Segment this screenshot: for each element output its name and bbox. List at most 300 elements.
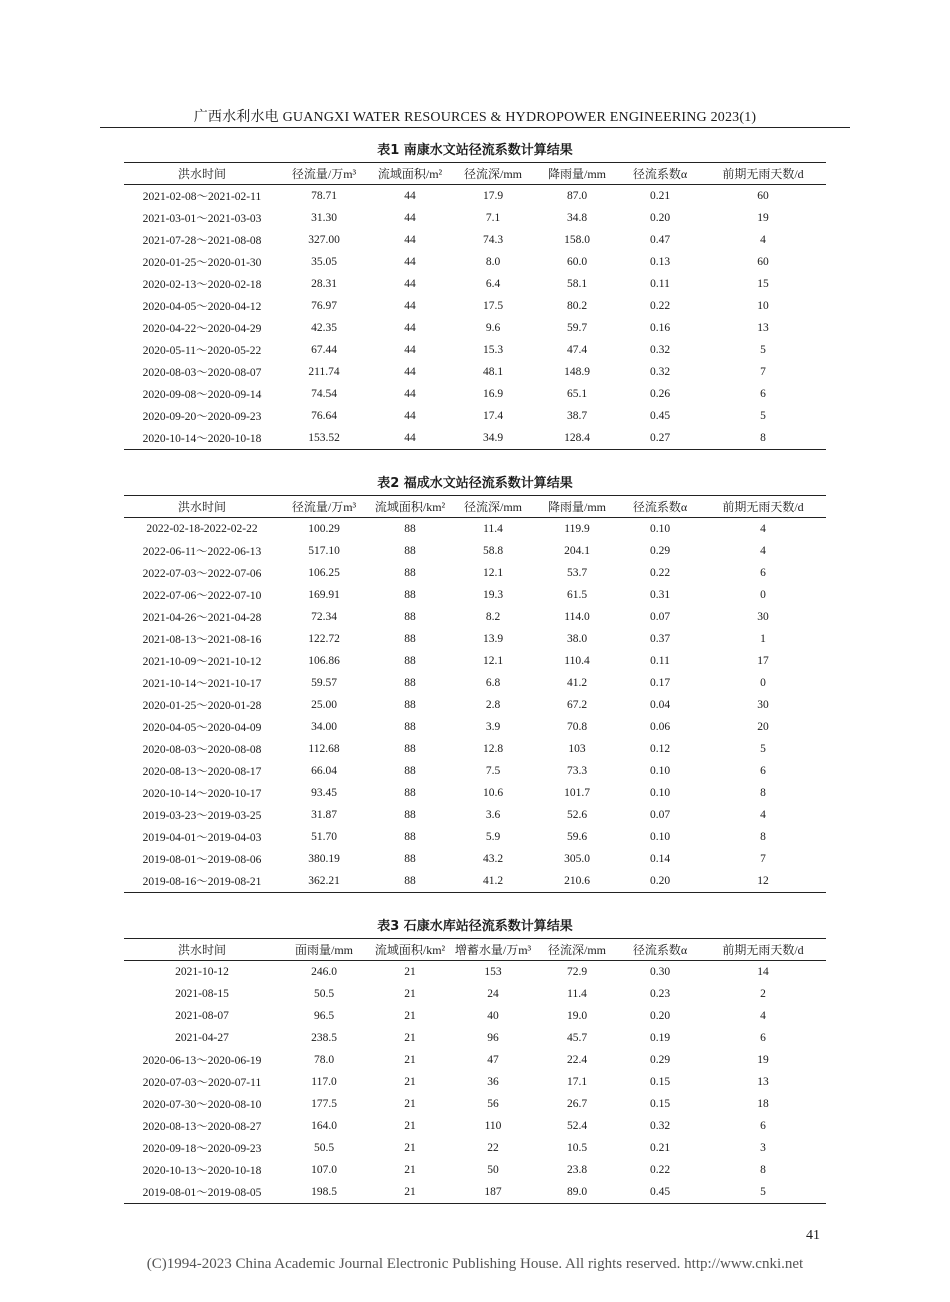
table-cell: 211.74 bbox=[308, 366, 340, 378]
table-cell: 0.31 bbox=[649, 589, 671, 601]
table-cell: 35.05 bbox=[311, 256, 337, 268]
table-cell: 1 bbox=[760, 633, 766, 645]
table-cell: 72.34 bbox=[311, 611, 337, 623]
table-cell: 204.1 bbox=[564, 545, 590, 557]
table-cell: 60 bbox=[757, 256, 769, 268]
table-row bbox=[124, 207, 826, 229]
table-fucheng bbox=[124, 473, 826, 893]
table-cell: 5 bbox=[760, 743, 766, 755]
table-cell: 114.0 bbox=[564, 611, 590, 623]
table-cell: 2021-07-28～2021-08-08 bbox=[142, 235, 262, 247]
table-cell: 15.3 bbox=[482, 344, 504, 356]
table-cell: 44 bbox=[404, 432, 416, 444]
table-row bbox=[124, 650, 826, 672]
table-cell: 59.7 bbox=[566, 322, 588, 334]
table-cell: 30 bbox=[757, 611, 769, 623]
table-cell: 23.8 bbox=[566, 1164, 588, 1176]
table-cell: 93.45 bbox=[311, 787, 337, 799]
table-cell: 177.5 bbox=[311, 1098, 337, 1110]
table-cell: 88 bbox=[404, 633, 416, 645]
table-cell: 76.64 bbox=[311, 410, 337, 422]
table-row bbox=[124, 1005, 826, 1027]
table-cell: 0.11 bbox=[650, 655, 670, 667]
table-cell: 4 bbox=[760, 1010, 766, 1022]
column-header: 洪水时间 bbox=[177, 167, 226, 181]
page-number: 41 bbox=[806, 1228, 820, 1243]
table-row bbox=[124, 716, 826, 738]
table-cell: 2019-08-01～2019-08-06 bbox=[142, 854, 262, 866]
table-cell: 21 bbox=[404, 1010, 416, 1022]
table-cell: 3 bbox=[760, 1142, 766, 1154]
table-cell: 2020-06-13～2020-06-19 bbox=[142, 1055, 262, 1067]
table-row bbox=[124, 694, 826, 716]
table-cell: 2020-08-03～2020-08-07 bbox=[142, 367, 262, 379]
data-table bbox=[124, 938, 826, 1204]
table-cell: 2020-01-25～2020-01-30 bbox=[142, 257, 262, 269]
table-cell: 2019-03-23～2019-03-25 bbox=[142, 810, 262, 822]
table-cell: 17.4 bbox=[482, 410, 504, 422]
table-cell: 45.7 bbox=[566, 1032, 588, 1044]
table-cell: 88 bbox=[404, 875, 416, 887]
column-header: 降雨量/mm bbox=[547, 500, 606, 514]
table-cell: 6.4 bbox=[485, 278, 501, 290]
table-cell: 5 bbox=[760, 344, 766, 356]
table-cell: 2020-08-13～2020-08-17 bbox=[142, 766, 262, 778]
table-cell: 26.7 bbox=[566, 1098, 588, 1110]
table-cell: 44 bbox=[404, 366, 416, 378]
table-cell: 73.3 bbox=[566, 765, 588, 777]
table-row bbox=[124, 185, 826, 208]
table-cell: 0.07 bbox=[649, 611, 671, 623]
table-cell: 50 bbox=[487, 1164, 499, 1176]
table-cell: 8.0 bbox=[485, 256, 501, 268]
table-cell: 6.8 bbox=[485, 677, 501, 689]
table-cell: 88 bbox=[404, 567, 416, 579]
table-cell: 198.5 bbox=[311, 1186, 337, 1198]
table-cell: 0.26 bbox=[649, 388, 671, 400]
table-cell: 44 bbox=[404, 388, 416, 400]
table-cell: 58.8 bbox=[482, 545, 504, 557]
table-cell: 0.10 bbox=[649, 831, 671, 843]
table-cell: 0.21 bbox=[649, 1142, 671, 1154]
table-title: 表1 南康水文站径流系数计算结果 bbox=[377, 143, 573, 158]
table-cell: 6 bbox=[760, 765, 766, 777]
header-row bbox=[124, 496, 826, 518]
table-cell: 67.2 bbox=[566, 699, 588, 711]
table-cell: 5 bbox=[760, 410, 766, 422]
table-cell: 43.2 bbox=[482, 853, 504, 865]
table-cell: 2020-09-08～2020-09-14 bbox=[142, 389, 262, 401]
table-cell: 2020-10-14～2020-10-18 bbox=[142, 433, 262, 445]
table-cell: 12.8 bbox=[482, 743, 504, 755]
table-cell: 210.6 bbox=[564, 875, 590, 887]
table-cell: 122.72 bbox=[308, 633, 340, 645]
table-cell: 41.2 bbox=[482, 875, 504, 887]
table-cell: 0.22 bbox=[649, 1164, 671, 1176]
table-row bbox=[124, 317, 826, 339]
table-cell: 19.0 bbox=[566, 1010, 588, 1022]
table-cell: 74.54 bbox=[311, 388, 337, 400]
table-cell: 47 bbox=[487, 1054, 499, 1066]
table-cell: 44 bbox=[404, 300, 416, 312]
column-header: 前期无雨天数/d bbox=[722, 943, 804, 957]
table-cell: 22.4 bbox=[566, 1054, 588, 1066]
table-cell: 76.97 bbox=[311, 300, 337, 312]
table-cell: 380.19 bbox=[308, 853, 340, 865]
table-row bbox=[124, 826, 826, 848]
table-cell: 17 bbox=[757, 655, 769, 667]
data-table bbox=[124, 495, 826, 893]
table-shikang bbox=[124, 916, 826, 1204]
table-cell: 2021-08-13～2021-08-16 bbox=[142, 634, 262, 646]
table-cell: 40 bbox=[487, 1010, 499, 1022]
table-cell: 8.2 bbox=[485, 611, 501, 623]
table-cell: 22 bbox=[487, 1142, 499, 1154]
table-cell: 6 bbox=[760, 388, 766, 400]
table-row bbox=[124, 961, 826, 984]
table-row bbox=[124, 1137, 826, 1159]
table-cell: 4 bbox=[760, 523, 766, 535]
table-cell: 88 bbox=[404, 545, 416, 557]
table-row bbox=[124, 1181, 826, 1204]
table-cell: 44 bbox=[404, 322, 416, 334]
table-cell: 80.2 bbox=[566, 300, 588, 312]
table-title: 表2 福成水文站径流系数计算结果 bbox=[377, 476, 573, 491]
table-cell: 238.5 bbox=[311, 1032, 337, 1044]
table-row bbox=[124, 295, 826, 317]
table-row bbox=[124, 584, 826, 606]
table-cell: 0.10 bbox=[649, 787, 671, 799]
table-cell: 7.1 bbox=[485, 212, 501, 224]
table-cell: 19 bbox=[757, 212, 769, 224]
table-cell: 106.86 bbox=[308, 655, 340, 667]
table-cell: 0.15 bbox=[649, 1076, 671, 1088]
table-cell: 19.3 bbox=[482, 589, 504, 601]
table-cell: 0.23 bbox=[649, 988, 671, 1000]
table-cell: 28.31 bbox=[311, 278, 337, 290]
table-row bbox=[124, 782, 826, 804]
table-cell: 72.9 bbox=[566, 966, 588, 978]
column-header: 径流深/mm bbox=[463, 500, 522, 514]
table-cell: 2021-04-27 bbox=[175, 1032, 229, 1044]
header-row bbox=[124, 939, 826, 961]
table-row bbox=[124, 870, 826, 893]
table-cell: 2021-10-14～2021-10-17 bbox=[142, 678, 262, 690]
table-row bbox=[124, 1159, 826, 1181]
table-cell: 44 bbox=[404, 256, 416, 268]
table-row bbox=[124, 273, 826, 295]
table-row bbox=[124, 760, 826, 782]
table-cell: 21 bbox=[404, 1098, 416, 1110]
table-cell: 2020-10-13～2020-10-18 bbox=[142, 1165, 262, 1177]
table-cell: 87.0 bbox=[566, 190, 588, 202]
table-cell: 58.1 bbox=[566, 278, 588, 290]
table-cell: 13 bbox=[757, 1076, 769, 1088]
table-cell: 44 bbox=[404, 212, 416, 224]
table-cell: 3.6 bbox=[485, 809, 501, 821]
table-cell: 0.20 bbox=[649, 212, 671, 224]
table-cell: 67.44 bbox=[311, 344, 337, 356]
column-header: 径流深/mm bbox=[463, 167, 522, 181]
column-header: 前期无雨天数/d bbox=[722, 500, 804, 514]
table-cell: 59.6 bbox=[566, 831, 588, 843]
table-cell: 0.04 bbox=[649, 699, 671, 711]
table-cell: 2.8 bbox=[485, 699, 501, 711]
table-cell: 6 bbox=[760, 567, 766, 579]
table-row bbox=[124, 405, 826, 427]
table-cell: 10.5 bbox=[566, 1142, 588, 1154]
table-cell: 0.29 bbox=[649, 1054, 671, 1066]
table-cell: 107.0 bbox=[311, 1164, 337, 1176]
table-row bbox=[124, 339, 826, 361]
table-cell: 0.21 bbox=[649, 190, 671, 202]
table-cell: 0.07 bbox=[649, 809, 671, 821]
table-cell: 4 bbox=[760, 545, 766, 557]
table-cell: 74.3 bbox=[482, 234, 504, 246]
table-cell: 96.5 bbox=[313, 1010, 335, 1022]
table-cell: 0.16 bbox=[649, 322, 671, 334]
table-cell: 51.70 bbox=[311, 831, 337, 843]
table-cell: 0.10 bbox=[649, 765, 671, 777]
table-cell: 6 bbox=[760, 1032, 766, 1044]
table-cell: 44 bbox=[404, 410, 416, 422]
table-cell: 2020-02-13～2020-02-18 bbox=[142, 279, 262, 291]
table-cell: 0.06 bbox=[649, 721, 671, 733]
table-cell: 17.5 bbox=[482, 300, 504, 312]
table-cell: 101.7 bbox=[564, 787, 590, 799]
table-cell: 21 bbox=[404, 1186, 416, 1198]
table-cell: 305.0 bbox=[564, 853, 590, 865]
table-row bbox=[124, 1071, 826, 1093]
table-cell: 2020-04-05～2020-04-09 bbox=[142, 722, 262, 734]
table-cell: 88 bbox=[404, 853, 416, 865]
table-cell: 34.8 bbox=[566, 212, 588, 224]
table-cell: 88 bbox=[404, 611, 416, 623]
table-cell: 78.71 bbox=[311, 190, 337, 202]
table-cell: 14 bbox=[757, 966, 769, 978]
data-table bbox=[124, 162, 826, 450]
header-row bbox=[124, 163, 826, 185]
column-header: 径流系数α bbox=[632, 943, 688, 957]
table-row bbox=[124, 383, 826, 405]
column-header: 前期无雨天数/d bbox=[722, 167, 804, 181]
table-cell: 21 bbox=[404, 1032, 416, 1044]
table-cell: 0.13 bbox=[649, 256, 671, 268]
table-cell: 2021-08-15 bbox=[175, 988, 229, 1000]
table-cell: 0.17 bbox=[649, 677, 671, 689]
table-cell: 128.4 bbox=[564, 432, 590, 444]
table-cell: 11.4 bbox=[567, 988, 587, 1000]
table-cell: 53.7 bbox=[566, 567, 588, 579]
table-cell: 112.68 bbox=[308, 743, 340, 755]
header-divider bbox=[100, 127, 850, 128]
table-cell: 70.8 bbox=[566, 721, 588, 733]
table-cell: 0.14 bbox=[649, 853, 671, 865]
table-cell: 31.30 bbox=[311, 212, 337, 224]
table-cell: 19 bbox=[757, 1054, 769, 1066]
table-cell: 2020-09-20～2020-09-23 bbox=[142, 411, 262, 423]
column-header: 径流系数α bbox=[632, 500, 688, 514]
table-cell: 15 bbox=[757, 278, 769, 290]
table-cell: 2019-04-01～2019-04-03 bbox=[142, 832, 262, 844]
table-cell: 38.0 bbox=[566, 633, 588, 645]
table-cell: 48.1 bbox=[482, 366, 504, 378]
table-cell: 60.0 bbox=[566, 256, 588, 268]
table-row bbox=[124, 518, 826, 541]
table-cell: 2021-04-26～2021-04-28 bbox=[142, 612, 262, 624]
table-cell: 117.0 bbox=[311, 1076, 337, 1088]
table-cell: 12 bbox=[757, 875, 769, 887]
table-row bbox=[124, 540, 826, 562]
table-row bbox=[124, 1093, 826, 1115]
table-cell: 2020-01-25～2020-01-28 bbox=[142, 700, 262, 712]
table-cell: 106.25 bbox=[308, 567, 340, 579]
table-cell: 0.47 bbox=[649, 234, 671, 246]
table-cell: 21 bbox=[404, 1076, 416, 1088]
table-cell: 21 bbox=[404, 966, 416, 978]
table-cell: 0.19 bbox=[649, 1032, 671, 1044]
table-cell: 169.91 bbox=[308, 589, 340, 601]
table-cell: 2 bbox=[760, 988, 766, 1000]
table-cell: 6 bbox=[760, 1120, 766, 1132]
column-header: 洪水时间 bbox=[177, 500, 226, 514]
table-row bbox=[124, 1027, 826, 1049]
table-row bbox=[124, 848, 826, 870]
table-cell: 88 bbox=[404, 655, 416, 667]
table-cell: 103 bbox=[568, 743, 586, 755]
table-cell: 50.5 bbox=[313, 1142, 335, 1154]
table-cell: 13.9 bbox=[482, 633, 504, 645]
table-cell: 2020-07-03～2020-07-11 bbox=[142, 1077, 262, 1089]
table-cell: 60 bbox=[757, 190, 769, 202]
table-cell: 56 bbox=[487, 1098, 499, 1110]
table-cell: 2020-08-13～2020-08-27 bbox=[142, 1121, 262, 1133]
table-cell: 31.87 bbox=[311, 809, 337, 821]
column-header: 流域面积/km² bbox=[374, 500, 446, 514]
table-cell: 0.22 bbox=[649, 567, 671, 579]
table-cell: 2020-09-18～2020-09-23 bbox=[142, 1143, 262, 1155]
table-cell: 0.45 bbox=[649, 410, 671, 422]
table-cell: 96 bbox=[487, 1032, 499, 1044]
table-cell: 88 bbox=[404, 809, 416, 821]
column-header: 径流量/万m³ bbox=[291, 500, 357, 514]
table-cell: 10.6 bbox=[482, 787, 504, 799]
table-cell: 20 bbox=[757, 721, 769, 733]
table-cell: 187 bbox=[484, 1186, 502, 1198]
table-cell: 41.2 bbox=[566, 677, 588, 689]
table-cell: 3.9 bbox=[485, 721, 501, 733]
table-cell: 0.32 bbox=[649, 344, 671, 356]
table-cell: 2020-08-03～2020-08-08 bbox=[142, 744, 262, 756]
table-cell: 119.9 bbox=[564, 523, 590, 535]
table-cell: 9.6 bbox=[485, 322, 501, 334]
copyright-notice: (C)1994-2023 China Academic Journal Electronic Publishing House. All rights reserved. http://www.cnki.net bbox=[146, 1256, 804, 1272]
table-cell: 5 bbox=[760, 1186, 766, 1198]
table-cell: 88 bbox=[404, 743, 416, 755]
table-cell: 517.10 bbox=[308, 545, 340, 557]
table-cell: 44 bbox=[404, 278, 416, 290]
table-cell: 36 bbox=[487, 1076, 499, 1088]
table-row bbox=[124, 628, 826, 650]
table-cell: 88 bbox=[404, 765, 416, 777]
table-cell: 0.12 bbox=[649, 743, 671, 755]
table-row bbox=[124, 562, 826, 584]
table-nankang bbox=[124, 140, 826, 450]
column-header: 降雨量/mm bbox=[547, 167, 606, 181]
table-cell: 38.7 bbox=[566, 410, 588, 422]
table-row bbox=[124, 672, 826, 694]
table-cell: 21 bbox=[404, 1164, 416, 1176]
table-row bbox=[124, 251, 826, 273]
table-cell: 327.00 bbox=[308, 234, 340, 246]
table-cell: 8 bbox=[760, 831, 766, 843]
table-cell: 88 bbox=[404, 721, 416, 733]
table-cell: 0.37 bbox=[649, 633, 671, 645]
column-header: 流域面积/m² bbox=[377, 167, 443, 181]
table-cell: 2019-08-16～2019-08-21 bbox=[142, 876, 262, 888]
table-cell: 4 bbox=[760, 809, 766, 821]
table-cell: 2019-08-01～2019-08-05 bbox=[142, 1187, 262, 1199]
table-cell: 0.10 bbox=[649, 523, 671, 535]
table-cell: 158.0 bbox=[564, 234, 590, 246]
column-header: 径流深/mm bbox=[547, 943, 606, 957]
table-cell: 0.22 bbox=[649, 300, 671, 312]
table-row bbox=[124, 983, 826, 1005]
table-cell: 52.6 bbox=[566, 809, 588, 821]
table-cell: 8 bbox=[760, 1164, 766, 1176]
table-cell: 0 bbox=[760, 589, 766, 601]
column-header: 增蓄水量/万m³ bbox=[454, 943, 532, 957]
table-row bbox=[124, 1049, 826, 1071]
table-cell: 21 bbox=[404, 1142, 416, 1154]
table-cell: 7 bbox=[760, 366, 766, 378]
table-cell: 153.52 bbox=[308, 432, 340, 444]
column-header: 洪水时间 bbox=[177, 943, 226, 957]
table-cell: 30 bbox=[757, 699, 769, 711]
table-cell: 25.00 bbox=[311, 699, 337, 711]
table-cell: 2022-07-03～2022-07-06 bbox=[142, 568, 262, 580]
table-cell: 2021-10-09～2021-10-12 bbox=[142, 656, 262, 668]
column-header: 径流量/万m³ bbox=[291, 167, 357, 181]
table-cell: 0.27 bbox=[649, 432, 671, 444]
table-cell: 44 bbox=[404, 190, 416, 202]
table-cell: 2020-07-30～2020-08-10 bbox=[142, 1099, 262, 1111]
table-cell: 0 bbox=[760, 677, 766, 689]
table-cell: 8 bbox=[760, 432, 766, 444]
table-cell: 89.0 bbox=[566, 1186, 588, 1198]
table-cell: 88 bbox=[404, 699, 416, 711]
table-cell: 110 bbox=[484, 1120, 502, 1132]
table-cell: 2021-10-12 bbox=[175, 966, 229, 978]
table-cell: 110.4 bbox=[564, 655, 590, 667]
table-cell: 246.0 bbox=[311, 966, 337, 978]
table-title: 表3 石康水库站径流系数计算结果 bbox=[377, 919, 573, 934]
table-row bbox=[124, 804, 826, 826]
table-cell: 17.9 bbox=[482, 190, 504, 202]
table-cell: 34.9 bbox=[482, 432, 504, 444]
table-cell: 21 bbox=[404, 988, 416, 1000]
table-row bbox=[124, 229, 826, 251]
table-cell: 4 bbox=[760, 234, 766, 246]
table-cell: 5.9 bbox=[485, 831, 501, 843]
table-cell: 0.30 bbox=[649, 966, 671, 978]
table-cell: 12.1 bbox=[482, 567, 504, 579]
table-cell: 44 bbox=[404, 344, 416, 356]
table-cell: 47.4 bbox=[566, 344, 588, 356]
table-cell: 2022-07-06～2022-07-10 bbox=[142, 590, 262, 602]
table-cell: 153 bbox=[484, 966, 502, 978]
table-cell: 65.1 bbox=[566, 388, 588, 400]
